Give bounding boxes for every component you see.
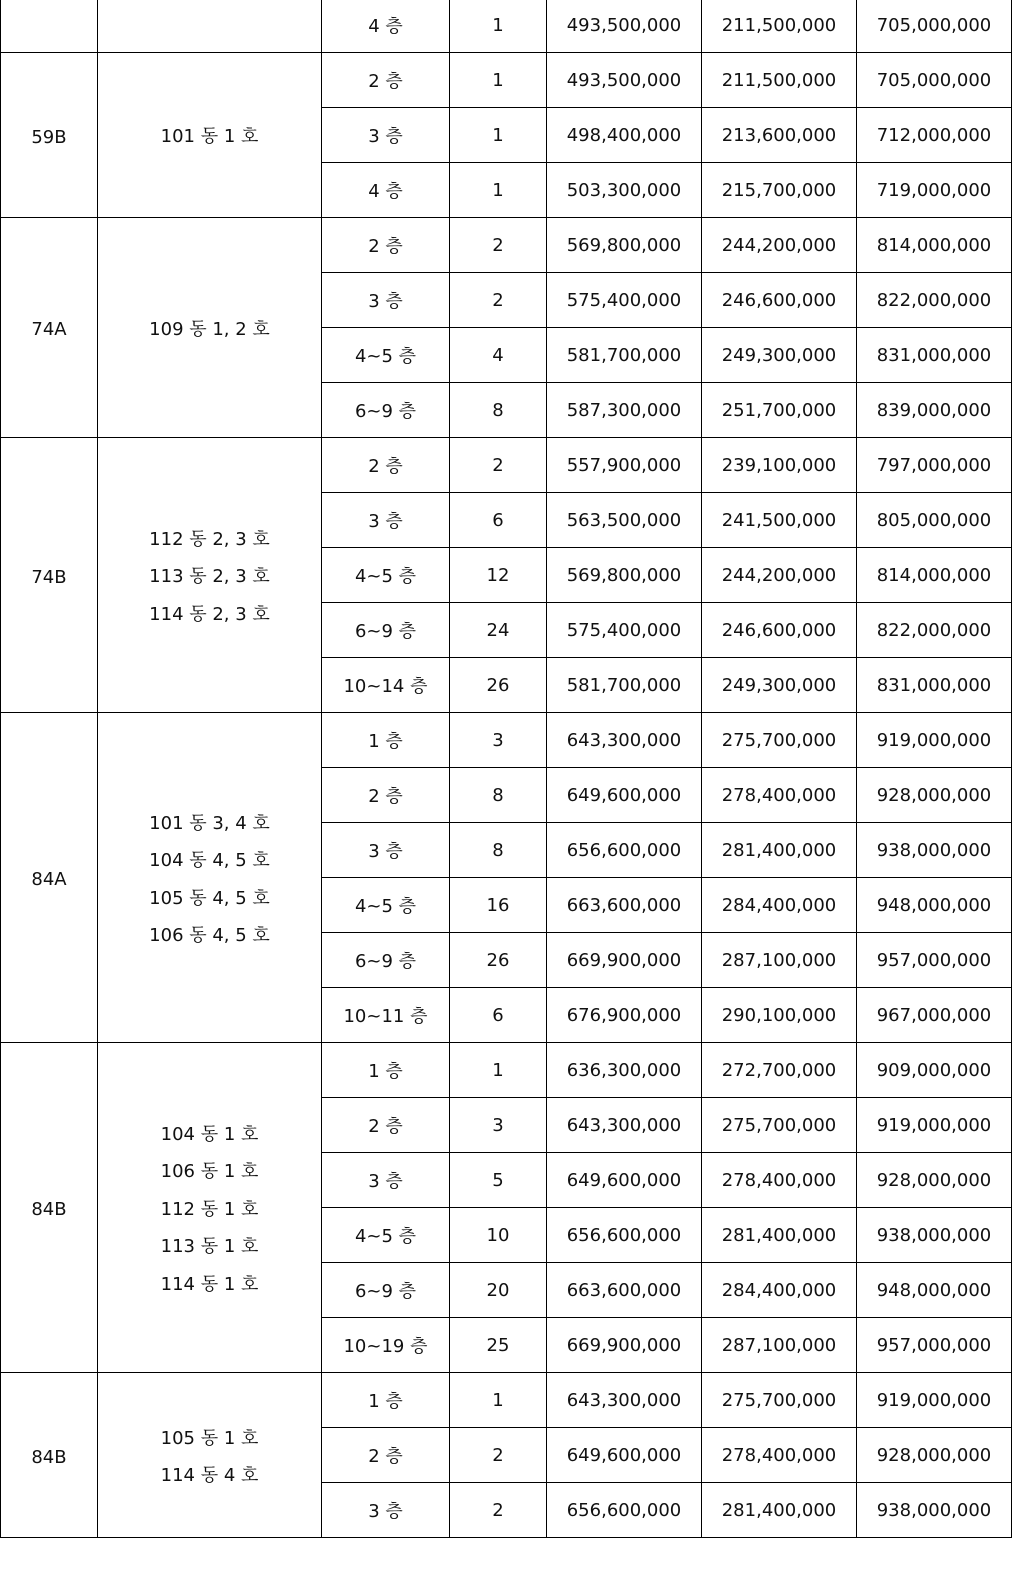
unit-type-cell: 84B — [1, 1373, 98, 1538]
building-price-cell: 244,200,000 — [702, 548, 857, 603]
total-price-cell: 948,000,000 — [857, 1263, 1012, 1318]
building-unit-line: 113 동 1 호 — [160, 1236, 259, 1258]
table-row — [1, 0, 1012, 53]
land-price-cell: 656,600,000 — [547, 823, 702, 878]
building-unit-line: 113 동 2, 3 호 — [149, 566, 270, 588]
land-price-cell: 669,900,000 — [547, 1318, 702, 1373]
unit-type-cell: 84B — [1, 1043, 98, 1373]
land-price-cell: 493,500,000 — [547, 53, 702, 108]
land-price-cell: 636,300,000 — [547, 1043, 702, 1098]
total-price-cell: 948,000,000 — [857, 878, 1012, 933]
total-price-cell: 822,000,000 — [857, 273, 1012, 328]
building-unit-cell — [98, 1043, 322, 1373]
floor-cell: 2 층 — [322, 1098, 450, 1153]
unit-type-cell: 59B — [1, 53, 98, 218]
land-price-cell: 656,600,000 — [547, 1483, 702, 1538]
total-price-cell: 797,000,000 — [857, 438, 1012, 493]
building-unit-line: 114 동 1 호 — [160, 1273, 259, 1295]
unit-count-cell: 26 — [450, 658, 547, 713]
building-price-cell: 241,500,000 — [702, 493, 857, 548]
building-price-cell: 211,500,000 — [702, 53, 857, 108]
total-price-cell: 712,000,000 — [857, 108, 1012, 163]
unit-count-cell: 8 — [450, 823, 547, 878]
unit-count-cell: 6 — [450, 493, 547, 548]
total-price-cell: 909,000,000 — [857, 1043, 1012, 1098]
building-price-cell: 278,400,000 — [702, 768, 857, 823]
floor-cell: 6~9 층 — [322, 383, 450, 438]
total-price-cell: 928,000,000 — [857, 1428, 1012, 1483]
land-price-cell: 569,800,000 — [547, 218, 702, 273]
building-unit-line: 112 동 2, 3 호 — [149, 528, 270, 550]
total-price-cell: 938,000,000 — [857, 823, 1012, 878]
floor-cell: 4~5 층 — [322, 328, 450, 383]
land-price-cell: 656,600,000 — [547, 1208, 702, 1263]
table-row — [1, 53, 1012, 108]
building-price-cell: 215,700,000 — [702, 163, 857, 218]
land-price-cell: 563,500,000 — [547, 493, 702, 548]
building-price-cell: 246,600,000 — [702, 273, 857, 328]
floor-cell: 3 층 — [322, 1483, 450, 1538]
total-price-cell: 705,000,000 — [857, 0, 1012, 53]
floor-cell: 3 층 — [322, 823, 450, 878]
building-price-cell: 251,700,000 — [702, 383, 857, 438]
floor-cell: 4 층 — [322, 163, 450, 218]
building-unit-cell — [98, 0, 322, 53]
table-row — [1, 1373, 1012, 1428]
building-price-cell: 287,100,000 — [702, 933, 857, 988]
unit-count-cell: 26 — [450, 933, 547, 988]
unit-count-cell: 25 — [450, 1318, 547, 1373]
total-price-cell: 938,000,000 — [857, 1483, 1012, 1538]
land-price-cell: 643,300,000 — [547, 1373, 702, 1428]
building-price-cell: 278,400,000 — [702, 1153, 857, 1208]
floor-cell: 3 층 — [322, 1153, 450, 1208]
unit-count-cell: 2 — [450, 273, 547, 328]
unit-count-cell: 4 — [450, 328, 547, 383]
unit-count-cell: 3 — [450, 713, 547, 768]
floor-cell: 4~5 층 — [322, 1208, 450, 1263]
unit-count-cell: 8 — [450, 768, 547, 823]
building-unit-line: 106 동 1 호 — [160, 1161, 259, 1183]
floor-cell: 6~9 층 — [322, 1263, 450, 1318]
unit-count-cell: 1 — [450, 53, 547, 108]
land-price-cell: 575,400,000 — [547, 273, 702, 328]
unit-count-cell: 5 — [450, 1153, 547, 1208]
building-unit-line: 114 동 4 호 — [160, 1465, 259, 1486]
floor-cell: 10~11 층 — [322, 988, 450, 1043]
total-price-cell: 839,000,000 — [857, 383, 1012, 438]
floor-cell: 3 층 — [322, 273, 450, 328]
unit-count-cell: 2 — [450, 1428, 547, 1483]
unit-type-cell: 74B — [1, 438, 98, 713]
unit-count-cell: 3 — [450, 1098, 547, 1153]
land-price-cell: 663,600,000 — [547, 878, 702, 933]
land-price-cell: 581,700,000 — [547, 658, 702, 713]
land-price-cell: 649,600,000 — [547, 1153, 702, 1208]
unit-count-cell: 8 — [450, 383, 547, 438]
floor-cell: 1 층 — [322, 1043, 450, 1098]
building-price-cell: 290,100,000 — [702, 988, 857, 1043]
unit-count-cell: 12 — [450, 548, 547, 603]
floor-cell: 3 층 — [322, 493, 450, 548]
land-price-cell: 649,600,000 — [547, 1428, 702, 1483]
building-price-cell: 246,600,000 — [702, 603, 857, 658]
unit-count-cell: 1 — [450, 0, 547, 53]
land-price-cell: 649,600,000 — [547, 768, 702, 823]
unit-count-cell: 2 — [450, 1483, 547, 1538]
building-price-cell: 281,400,000 — [702, 823, 857, 878]
floor-cell: 2 층 — [322, 53, 450, 108]
building-unit-cell — [98, 53, 322, 218]
floor-cell: 2 층 — [322, 218, 450, 273]
land-price-cell: 587,300,000 — [547, 383, 702, 438]
total-price-cell: 805,000,000 — [857, 493, 1012, 548]
building-unit-line: 112 동 1 호 — [160, 1198, 259, 1220]
floor-cell: 2 층 — [322, 438, 450, 493]
total-price-cell: 822,000,000 — [857, 603, 1012, 658]
building-unit-cell — [98, 1373, 322, 1538]
floor-cell: 10~14 층 — [322, 658, 450, 713]
floor-cell: 4 층 — [322, 0, 450, 53]
floor-cell: 1 층 — [322, 1373, 450, 1428]
building-unit-cell — [98, 438, 322, 713]
floor-cell: 6~9 층 — [322, 933, 450, 988]
building-unit-line: 106 동 4, 5 호 — [149, 925, 270, 946]
unit-count-cell: 6 — [450, 988, 547, 1043]
building-price-cell: 239,100,000 — [702, 438, 857, 493]
total-price-cell: 967,000,000 — [857, 988, 1012, 1043]
building-price-cell: 281,400,000 — [702, 1483, 857, 1538]
floor-cell: 10~19 층 — [322, 1318, 450, 1373]
building-price-cell: 284,400,000 — [702, 1263, 857, 1318]
total-price-cell: 928,000,000 — [857, 1153, 1012, 1208]
unit-count-cell: 16 — [450, 878, 547, 933]
land-price-cell: 643,300,000 — [547, 713, 702, 768]
floor-cell: 6~9 층 — [322, 603, 450, 658]
building-unit-line: 109 동 1, 2 호 — [149, 318, 270, 340]
unit-count-cell: 2 — [450, 218, 547, 273]
building-unit-line: 105 동 1 호 — [160, 1427, 259, 1449]
land-price-cell: 663,600,000 — [547, 1263, 702, 1318]
price-table-body — [1, 0, 1012, 1538]
land-price-cell: 493,500,000 — [547, 0, 702, 53]
land-price-cell: 643,300,000 — [547, 1098, 702, 1153]
land-price-cell: 676,900,000 — [547, 988, 702, 1043]
building-price-cell: 284,400,000 — [702, 878, 857, 933]
building-unit-line: 114 동 2, 3 호 — [149, 603, 270, 625]
land-price-cell: 669,900,000 — [547, 933, 702, 988]
total-price-cell: 919,000,000 — [857, 1098, 1012, 1153]
total-price-cell: 938,000,000 — [857, 1208, 1012, 1263]
total-price-cell: 814,000,000 — [857, 218, 1012, 273]
unit-type-cell — [1, 0, 98, 53]
total-price-cell: 719,000,000 — [857, 163, 1012, 218]
building-unit-line: 101 동 1 호 — [160, 126, 259, 148]
building-price-cell: 275,700,000 — [702, 1373, 857, 1428]
unit-count-cell: 10 — [450, 1208, 547, 1263]
building-unit-cell — [98, 713, 322, 1043]
floor-cell: 4~5 층 — [322, 548, 450, 603]
total-price-cell: 957,000,000 — [857, 1318, 1012, 1373]
floor-cell: 3 층 — [322, 108, 450, 163]
unit-count-cell: 1 — [450, 1373, 547, 1428]
land-price-cell: 569,800,000 — [547, 548, 702, 603]
total-price-cell: 919,000,000 — [857, 713, 1012, 768]
building-unit-line: 104 동 4, 5 호 — [149, 850, 270, 871]
building-price-cell: 249,300,000 — [702, 328, 857, 383]
unit-count-cell: 20 — [450, 1263, 547, 1318]
table-row — [1, 713, 1012, 768]
table-row — [1, 1043, 1012, 1098]
building-price-cell: 244,200,000 — [702, 218, 857, 273]
unit-count-cell: 2 — [450, 438, 547, 493]
table-row — [1, 218, 1012, 273]
land-price-cell: 575,400,000 — [547, 603, 702, 658]
total-price-cell: 831,000,000 — [857, 658, 1012, 713]
land-price-cell: 557,900,000 — [547, 438, 702, 493]
building-price-cell: 249,300,000 — [702, 658, 857, 713]
building-price-cell: 211,500,000 — [702, 0, 857, 53]
total-price-cell: 814,000,000 — [857, 548, 1012, 603]
total-price-cell: 705,000,000 — [857, 53, 1012, 108]
total-price-cell: 928,000,000 — [857, 768, 1012, 823]
total-price-cell: 831,000,000 — [857, 328, 1012, 383]
building-price-cell: 275,700,000 — [702, 1098, 857, 1153]
land-price-cell: 498,400,000 — [547, 108, 702, 163]
building-unit-line: 105 동 4, 5 호 — [149, 887, 270, 909]
land-price-cell: 503,300,000 — [547, 163, 702, 218]
floor-cell: 1 층 — [322, 713, 450, 768]
floor-cell: 2 층 — [322, 1428, 450, 1483]
total-price-cell: 919,000,000 — [857, 1373, 1012, 1428]
total-price-cell: 957,000,000 — [857, 933, 1012, 988]
building-price-cell: 213,600,000 — [702, 108, 857, 163]
building-unit-cell — [98, 218, 322, 438]
building-price-cell: 287,100,000 — [702, 1318, 857, 1373]
table-row — [1, 438, 1012, 493]
building-unit-line: 104 동 1 호 — [160, 1123, 259, 1145]
building-price-cell: 278,400,000 — [702, 1428, 857, 1483]
building-unit-line: 101 동 3, 4 호 — [149, 812, 270, 834]
unit-count-cell: 1 — [450, 163, 547, 218]
building-price-cell: 275,700,000 — [702, 713, 857, 768]
unit-count-cell: 1 — [450, 1043, 547, 1098]
land-price-cell: 581,700,000 — [547, 328, 702, 383]
unit-count-cell: 1 — [450, 108, 547, 163]
unit-type-cell: 84A — [1, 713, 98, 1043]
floor-cell: 2 층 — [322, 768, 450, 823]
floor-cell: 4~5 층 — [322, 878, 450, 933]
unit-count-cell: 24 — [450, 603, 547, 658]
building-price-cell: 272,700,000 — [702, 1043, 857, 1098]
unit-type-cell: 74A — [1, 218, 98, 438]
building-price-cell: 281,400,000 — [702, 1208, 857, 1263]
